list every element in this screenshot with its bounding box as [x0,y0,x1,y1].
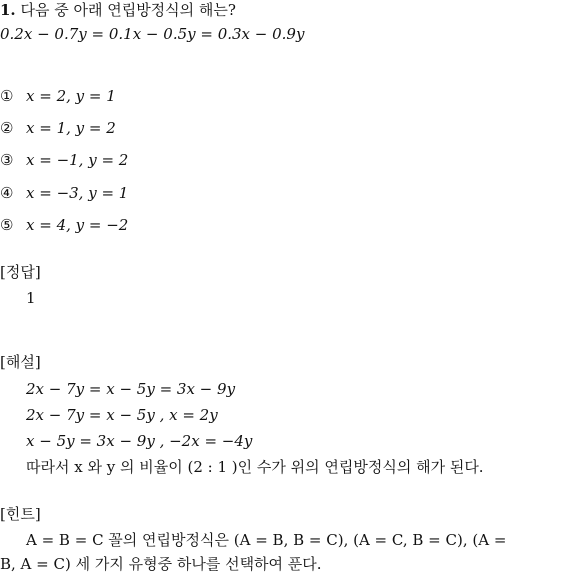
choice-text: x = −1, y = 2 [26,151,129,169]
solution-line-4: 따라서 x 와 y 의 비율이 (2 : 1 )인 수가 위의 연립방정식의 해가 된다. [26,458,484,476]
question-equation: 0.2x − 0.7y = 0.1x − 0.5y = 0.3x − 0.9y [0,25,305,43]
question-number: 1. [0,1,16,19]
choice-marker: ③ [0,151,14,169]
question-text: 다음 중 아래 연립방정식의 해는? [20,1,236,19]
question-header [0,0,236,20]
answer-label: [정답] [0,263,41,281]
choice-marker: ⑤ [0,216,14,234]
choice-text: x = 2, y = 1 [26,87,116,105]
hint-line-2: B, A = C) 세 가지 유형중 하나를 선택하여 푼다. [0,555,322,573]
choice-text: x = −3, y = 1 [26,184,129,202]
choice-text: x = 1, y = 2 [26,119,116,137]
solution-line-1: 2x − 7y = x − 5y = 3x − 9y [26,380,236,398]
solution-line-2: 2x − 7y = x − 5y , x = 2y [26,406,218,424]
choice-1[interactable] [0,86,116,106]
hint-line-1: A = B = C 꼴의 연립방정식은 (A = B, B = C), (A = C, B = C), (A = [26,531,507,549]
choice-marker: ④ [0,184,14,202]
choice-3[interactable] [0,150,128,170]
hint-label: [힌트] [0,505,41,523]
choice-text: x = 4, y = −2 [26,216,129,234]
choice-marker: ② [0,119,14,137]
choice-marker: ① [0,87,14,105]
solution-line-3: x − 5y = 3x − 9y , −2x = −4y [26,432,253,450]
solution-label: [해설] [0,353,41,371]
choice-2[interactable] [0,118,116,138]
choice-4[interactable] [0,183,128,203]
answer-value: 1 [26,289,36,307]
choice-5[interactable] [0,215,128,235]
